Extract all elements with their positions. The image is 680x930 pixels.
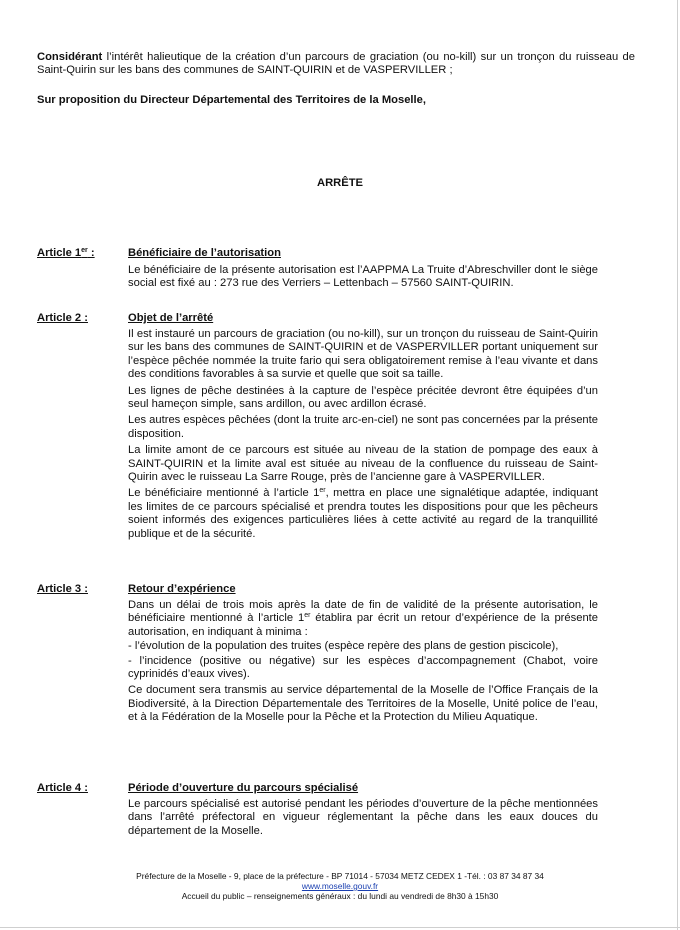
- article-1-label-text: Article 1: [37, 247, 82, 259]
- article-2-title: Objet de l’arrêté: [128, 312, 214, 324]
- article-2-paragraph-1: Il est instauré un parcours de graciation (ou no-kill), sur un tronçon du ruisseau de Saint-Quirin sur les bans des communes de SAINT-QUIRIN et de VASPERVILLER portant uniquement sur l’espèce pêchée nommée la truite fario qui sera obligatoirement remise à l’eau vivante et dans des conditions favorables à sa survie et quelle que soit sa taille.: [128, 328, 598, 381]
- article-3-label: Article 3 :: [37, 583, 88, 595]
- article-2-paragraph-2: Les lignes de pêche destinées à la capture de l’espèce précitée devront être équipées d’un seul hameçon simple, sans ardillon, ou avec ardillon écrasé.: [128, 384, 598, 411]
- arrete-heading: ARRÊTE: [317, 177, 363, 189]
- article-4-label: Article 4 :: [37, 782, 88, 794]
- article-1-body: [128, 264, 598, 294]
- considerant-paragraph: [37, 51, 635, 78]
- article-3-bullet-2: - l’incidence (positive ou négative) sur les espèces d’accompagnement (Chabot, voire cyprinidés d’eaux vives).: [128, 654, 598, 681]
- article-4-title: Période d’ouverture du parcours spécialisé: [128, 782, 359, 794]
- article-2-p5-end: , mettra en place une signalétique adaptée, indiquant les limites de ce parcours spécialisé et prendra toutes les dispositions pour que les pêcheurs soient informés des exigences particulières liées à cette activité au regard de la tranquillité publique et de la sécurité.: [128, 487, 598, 540]
- article-2-label: Article 2 :: [37, 312, 88, 324]
- article-3-paragraph-1: [128, 599, 598, 639]
- article-2-paragraph-3: Les autres espèces pêchées (dont la truite arc-en-ciel) ne sont pas concernées par la présente disposition.: [128, 414, 598, 440]
- article-3-p1-start: Dans un délai de trois mois après la date de fin de validité de la présente autorisation, le bénéficiaire mentionné à l’article 1: [128, 599, 598, 625]
- footer-website-link[interactable]: www.moselle.gouv.fr: [301, 881, 379, 891]
- article-2-p5-sup: er: [319, 487, 326, 495]
- footer-address: Préfecture de la Moselle - 9, place de la préfecture - BP 71014 - 57034 METZ CEDEX 1 -Tél. : 03 87 34 87 34: [136, 871, 544, 881]
- article-2-p5-start: Le bénéficiaire mentionné à l’article 1: [128, 487, 320, 500]
- footer-hours: Accueil du public – renseignements généraux : du lundi au vendredi de 8h30 à 15h30: [181, 891, 499, 901]
- footer-website: [0, 881, 680, 892]
- article-1-title: Bénéficiaire de l’autorisation: [128, 247, 281, 259]
- article-4-paragraph: Le parcours spécialisé est autorisé pendant les périodes d’ouverture de la pêche mentionnées dans l’arrêté préfectoral en vigueur réglementant la pêche dans les eaux douces du département de la Moselle.: [128, 798, 598, 837]
- article-3-paragraph-2: Ce document sera transmis au service départemental de la Moselle de l’Office Français de la Biodiversité, à la Direction Départementale des Territoires de la Moselle, Unité police de l’eau, et à la Fédération de la Moselle pour la Pêche et la Protection du Milieu Aquatique.: [128, 684, 598, 724]
- considerant-text: l’intérêt halieutique de la création d’un parcours de graciation (ou no-kill) sur un tronçon du ruisseau de Saint-Quirin sur les bans des communes de SAINT-QUIRIN et de VASPERVILLER ;: [37, 51, 635, 77]
- article-4-body: [128, 798, 598, 841]
- article-1-label-sup: er: [81, 247, 88, 254]
- considerant-lead: Considérant: [37, 51, 103, 63]
- article-3-p1-sup: er: [304, 612, 311, 620]
- article-2-paragraph-5: [128, 487, 598, 541]
- article-3-p1-end: établira par écrit un retour d’expérience de la présente autorisation, en indiquant à minima :: [128, 612, 598, 638]
- article-3-bullet-1: - l’évolution de la population des truites (espèce repère des plans de gestion piscicole),: [128, 640, 559, 653]
- article-1-label: [37, 247, 95, 260]
- page-border-bottom: [0, 927, 680, 928]
- article-3-title: Retour d’expérience: [128, 583, 236, 595]
- page-border-right: [677, 0, 678, 930]
- article-1-label-colon: :: [87, 247, 95, 259]
- article-2-paragraph-4: La limite amont de ce parcours est située au niveau de la station de pompage des eaux à SAINT-QUIRIN et la limite aval est située au niveau de la confluence du ruisseau de Saint-Quirin avec le ruisseau La Sarre Rouge, près de l’ancienne gare à VASPERVILLER.: [128, 444, 598, 484]
- proposition-paragraph: Sur proposition du Directeur Départemental des Territoires de la Moselle,: [37, 94, 426, 106]
- article-3-body: [128, 599, 598, 728]
- article-1-paragraph: Le bénéficiaire de la présente autorisation est l’AAPPMA La Truite d’Abreschviller dont le siège social est fixé au : 273 rue des Verriers – Lettenbach – 57560 SAINT-QUIRIN.: [128, 264, 598, 290]
- article-2-body: [128, 328, 598, 544]
